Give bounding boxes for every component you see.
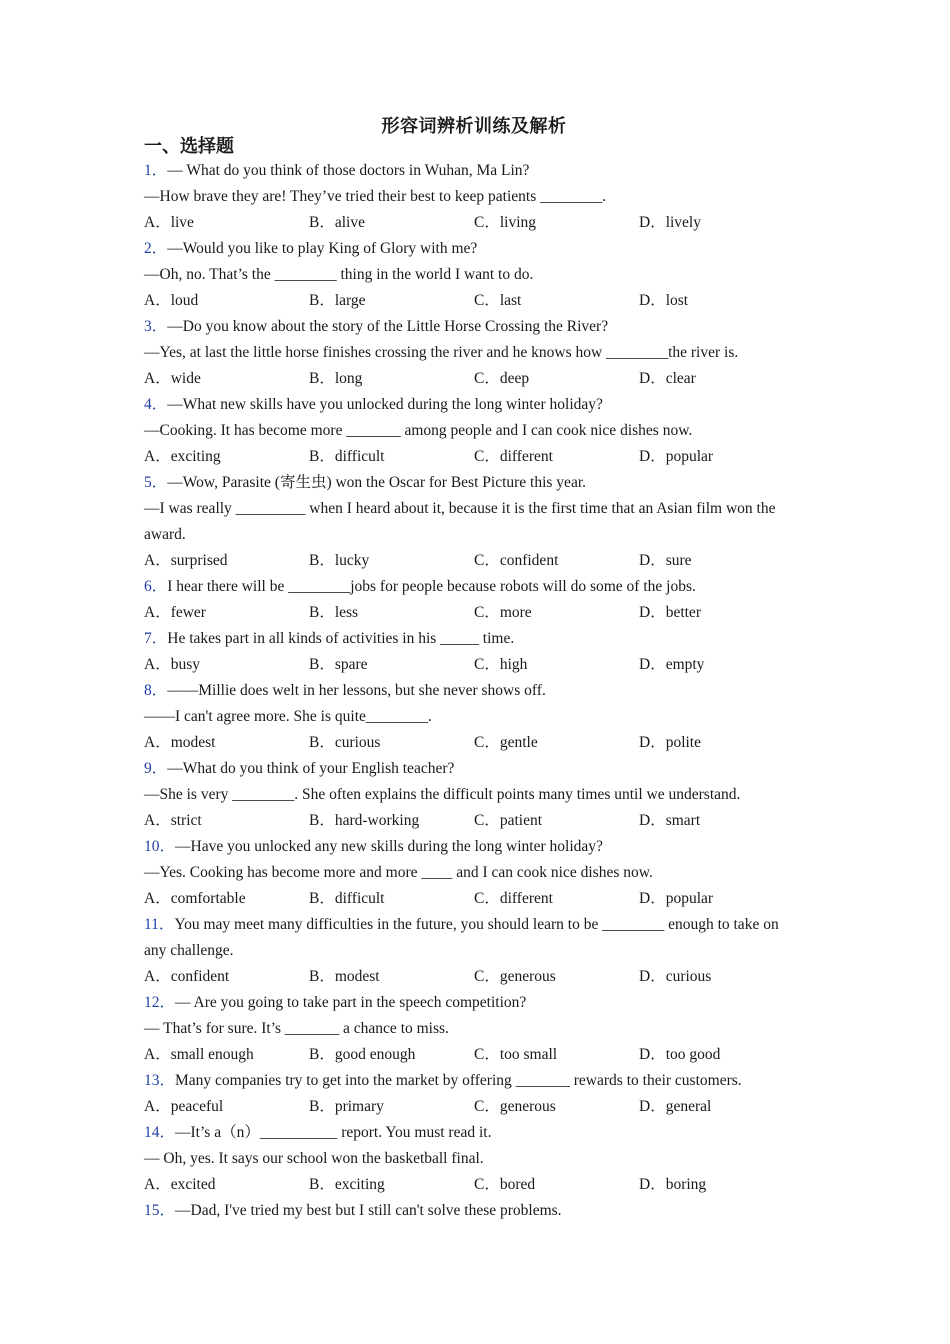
answer-option: D．boring [639, 1176, 707, 1193]
question-text: —Do you know about the story of the Little Horse Crossing the River? [167, 318, 609, 335]
answer-options [144, 548, 804, 574]
answer-option: A．strict [144, 812, 202, 829]
answer-option: B．spare [309, 656, 368, 673]
answer-option: B．modest [309, 968, 380, 985]
question-stem [144, 574, 804, 600]
question-number: 4． [144, 396, 168, 413]
answer-option: B．large [309, 292, 366, 309]
question-number: 12． [144, 994, 176, 1011]
question-stem [144, 990, 804, 1016]
answer-option: C．living [474, 214, 537, 231]
question-item [144, 470, 804, 574]
question-line [144, 496, 804, 548]
answer-option: D．polite [639, 734, 701, 751]
answer-option: C．gentle [474, 734, 538, 751]
answer-options [144, 210, 804, 236]
question-item [144, 1198, 804, 1224]
answer-option: A．small enough [144, 1046, 254, 1063]
answer-option: B．curious [309, 734, 381, 751]
answer-option: B．lucky [309, 552, 370, 569]
question-stem [144, 392, 804, 418]
question-text: —What do you think of your English teacher? [167, 760, 455, 777]
question-stem [144, 626, 804, 652]
section-heading: 一、选择题 [144, 136, 234, 157]
answer-option: B．primary [309, 1098, 384, 1115]
question-stem [144, 834, 804, 860]
answer-options [144, 600, 804, 626]
answer-option: C．different [474, 890, 553, 907]
question-stem [144, 314, 804, 340]
answer-option: A．loud [144, 292, 199, 309]
question-list [144, 158, 804, 1224]
answer-option: D．smart [639, 812, 701, 829]
answer-options [144, 1042, 804, 1068]
question-item [144, 626, 804, 678]
answer-option: A．peaceful [144, 1098, 224, 1115]
question-text: Many companies try to get into the market by offering _______ rewards to their customers. [175, 1072, 742, 1089]
question-number: 8． [144, 682, 168, 699]
question-text: —Dad, I've tried my best but I still can't solve these problems. [175, 1202, 562, 1219]
answer-option: D．popular [639, 890, 714, 907]
answer-option: C．bored [474, 1176, 536, 1193]
answer-option: A．comfortable [144, 890, 246, 907]
answer-options [144, 652, 804, 678]
answer-options [144, 886, 804, 912]
question-line [144, 262, 804, 288]
question-item [144, 392, 804, 470]
question-text: — Are you going to take part in the speech competition? [175, 994, 527, 1011]
answer-option: B．good enough [309, 1046, 416, 1063]
answer-option: A．wide [144, 370, 201, 387]
question-text: I hear there will be ________jobs for people because robots will do some of the jobs. [167, 578, 696, 595]
question-text: —What new skills have you unlocked during the long winter holiday? [167, 396, 603, 413]
answer-option: C．confident [474, 552, 559, 569]
answer-options [144, 1094, 804, 1120]
question-text: —I was really _________ when I heard about it, because it is the first time that an Asian film won the award. [144, 500, 776, 543]
question-item [144, 158, 804, 236]
question-number: 13． [144, 1072, 176, 1089]
question-item [144, 990, 804, 1068]
question-line [144, 184, 804, 210]
answer-option: C．last [474, 292, 522, 309]
question-number: 2． [144, 240, 168, 257]
answer-option: B．hard-working [309, 812, 420, 829]
answer-option: C．patient [474, 812, 543, 829]
answer-option: A．excited [144, 1176, 216, 1193]
answer-option: D．empty [639, 656, 705, 673]
answer-option: A．exciting [144, 448, 221, 465]
question-item [144, 912, 804, 990]
answer-option: B．exciting [309, 1176, 385, 1193]
question-text: — What do you think of those doctors in Wuhan, Ma Lin? [167, 162, 530, 179]
document-page [144, 112, 804, 1224]
answer-options [144, 964, 804, 990]
answer-option: A．confident [144, 968, 230, 985]
question-text: — That’s for sure. It’s _______ a chance to miss. [144, 1020, 449, 1037]
answer-option: C．different [474, 448, 553, 465]
answer-option: D．lively [639, 214, 701, 231]
question-number: 14． [144, 1124, 176, 1141]
answer-options [144, 288, 804, 314]
question-item [144, 1120, 804, 1198]
question-text: —It’s a（n）__________ report. You must read it. [175, 1124, 492, 1141]
question-stem [144, 1198, 804, 1224]
answer-options [144, 730, 804, 756]
answer-option: D．too good [639, 1046, 721, 1063]
question-item [144, 314, 804, 392]
question-stem [144, 678, 804, 704]
answer-options [144, 366, 804, 392]
question-text: —Yes. Cooking has become more and more ____ and I can cook nice dishes now. [144, 864, 653, 881]
question-stem [144, 912, 804, 964]
question-item [144, 834, 804, 912]
answer-option: D．clear [639, 370, 696, 387]
answer-options [144, 1172, 804, 1198]
question-stem [144, 1120, 804, 1146]
answer-option: B．difficult [309, 448, 385, 465]
answer-option: C．generous [474, 1098, 556, 1115]
answer-option: C．deep [474, 370, 530, 387]
question-line [144, 340, 804, 366]
question-line [144, 860, 804, 886]
answer-option: D．popular [639, 448, 714, 465]
answer-option: B．less [309, 604, 359, 621]
question-item [144, 678, 804, 756]
answer-option: A．live [144, 214, 194, 231]
question-text: —Have you unlocked any new skills during the long winter holiday? [175, 838, 603, 855]
question-number: 9． [144, 760, 168, 777]
question-number: 6． [144, 578, 168, 595]
question-text: —How brave they are! They’ve tried their best to keep patients ________. [144, 188, 606, 205]
answer-option: B．difficult [309, 890, 385, 907]
question-number: 3． [144, 318, 168, 335]
answer-option: A．modest [144, 734, 216, 751]
question-stem [144, 1068, 804, 1094]
question-number: 11． [144, 916, 175, 933]
question-text: —Wow, Parasite (寄生虫) won the Oscar for Best Picture this year. [167, 474, 587, 491]
question-item [144, 756, 804, 834]
question-text: ——Millie does welt in her lessons, but she never shows off. [167, 682, 546, 699]
answer-option: A．surprised [144, 552, 228, 569]
question-text: —Would you like to play King of Glory with me? [167, 240, 478, 257]
answer-option: D．better [639, 604, 701, 621]
question-number: 5． [144, 474, 168, 491]
question-text: You may meet many difficulties in the future, you should learn to be ________ enough to take on any challenge. [144, 916, 779, 959]
answer-option: C．too small [474, 1046, 558, 1063]
answer-option: A．busy [144, 656, 200, 673]
question-text: —Yes, at last the little horse finishes crossing the river and he knows how ________the river is. [144, 344, 739, 361]
question-stem [144, 158, 804, 184]
question-text: ——I can't agree more. She is quite________. [144, 708, 432, 725]
question-line [144, 782, 804, 808]
question-stem [144, 470, 804, 496]
answer-options [144, 808, 804, 834]
answer-option: D．general [639, 1098, 712, 1115]
question-text: —Oh, no. That’s the ________ thing in the world I want to do. [144, 266, 534, 283]
answer-option: B．long [309, 370, 363, 387]
question-item [144, 1068, 804, 1120]
answer-option: C．more [474, 604, 532, 621]
answer-option: B．alive [309, 214, 365, 231]
question-number: 1． [144, 162, 168, 179]
question-item [144, 574, 804, 626]
answer-option: D．sure [639, 552, 692, 569]
question-item [144, 236, 804, 314]
question-line [144, 1016, 804, 1042]
answer-options [144, 444, 804, 470]
question-number: 10． [144, 838, 176, 855]
page-title: 形容词辨析训练及解析 [381, 116, 567, 137]
question-text: —She is very ________. She often explains the difficult points many times until we understand. [144, 786, 741, 803]
question-text: — Oh, yes. It says our school won the basketball final. [144, 1150, 484, 1167]
question-stem [144, 756, 804, 782]
answer-option: A．fewer [144, 604, 206, 621]
question-text: He takes part in all kinds of activities in his _____ time. [167, 630, 515, 647]
question-line [144, 418, 804, 444]
question-text: —Cooking. It has become more _______ among people and I can cook nice dishes now. [144, 422, 693, 439]
answer-option: D．lost [639, 292, 689, 309]
question-number: 15． [144, 1202, 176, 1219]
answer-option: D．curious [639, 968, 712, 985]
answer-option: C．high [474, 656, 528, 673]
question-line [144, 1146, 804, 1172]
answer-option: C．generous [474, 968, 556, 985]
question-number: 7． [144, 630, 168, 647]
question-stem [144, 236, 804, 262]
question-line [144, 704, 804, 730]
